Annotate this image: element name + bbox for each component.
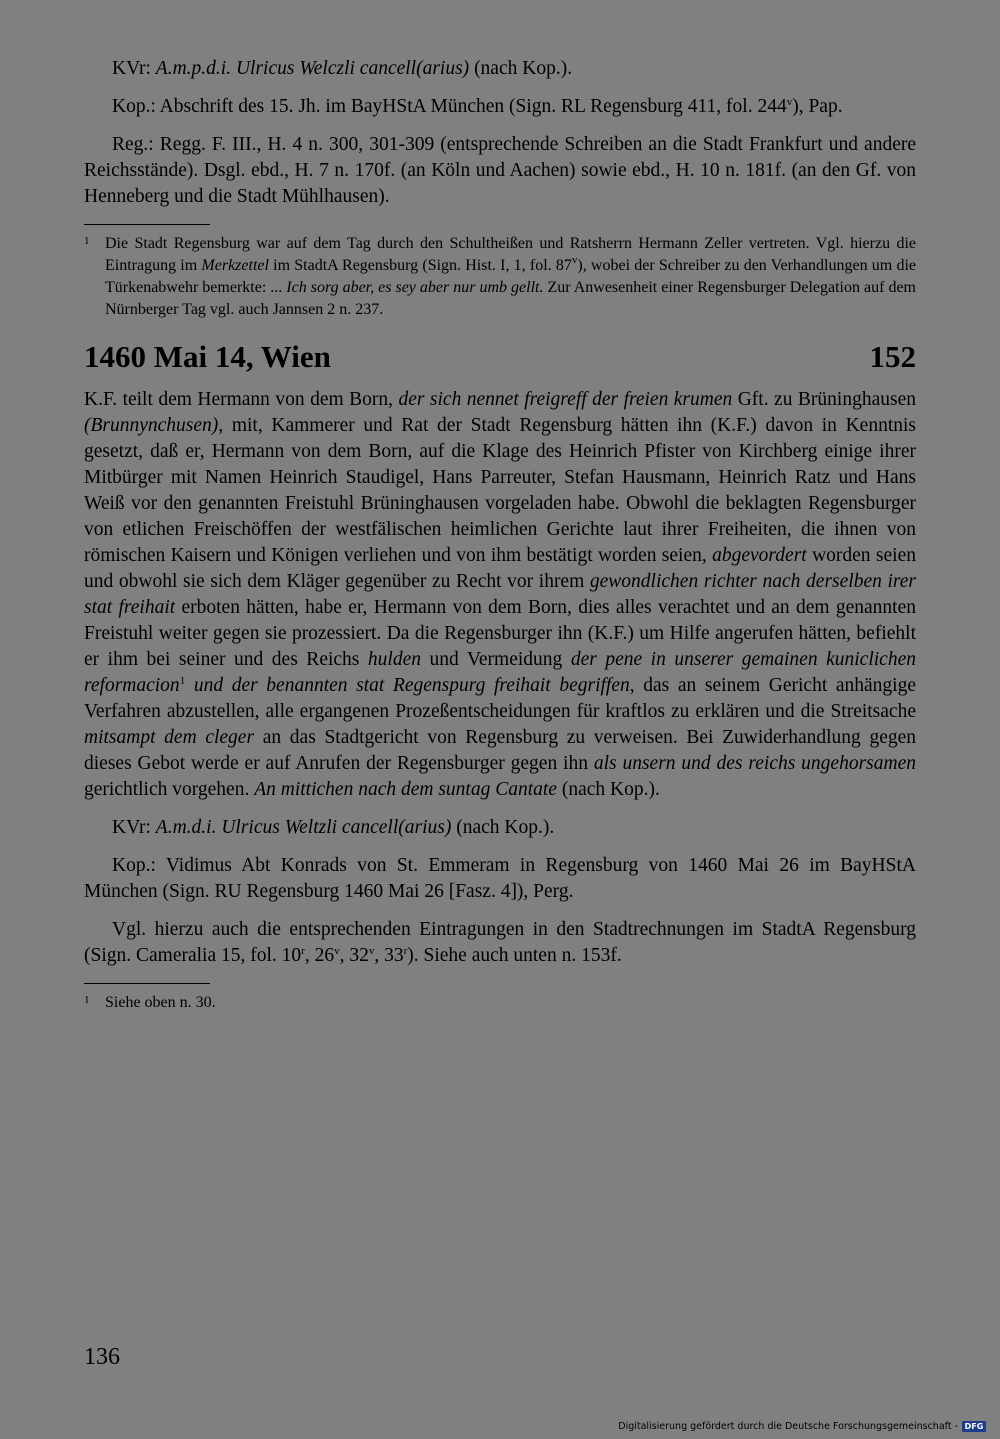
kvr-italic: A.m.p.d.i. Ulricus Welczli cancell(arius) — [155, 58, 470, 79]
body-text: worden seien und obwohl sie sich dem Kläger gegenüber zu Recht vor ihrem — [84, 545, 916, 592]
kvr-line-2 — [84, 815, 916, 841]
entry-date-place: 1460 Mai 14, Wien — [84, 339, 331, 374]
body-text: an das Stadtgericht von Regensburg zu verweisen. Bei Zuwiderhandlung gegen dieses Gebot werde er auf Anrufen der Regensburger gegen ihn — [84, 727, 916, 774]
body-italic: An mittichen nach dem suntag Cantate — [254, 779, 557, 800]
footnote-mark: 1 — [84, 994, 90, 1006]
kop-line — [84, 94, 916, 120]
fn-italic-e: Ich sorg aber, es sey aber nur umb gellt. — [286, 279, 544, 296]
page-number: 136 — [84, 1344, 120, 1370]
fn-smallcaps: Jannsen — [272, 301, 324, 318]
body-text: (nach Kop.). — [556, 779, 660, 800]
body-italic: der sich nennet freigreff der freien krumen — [398, 389, 733, 410]
kop-sup: v — [786, 96, 793, 108]
kvr-label: KVr: — [112, 58, 156, 79]
kvr-tail: (nach Kop.). — [451, 817, 555, 838]
vgl-text: , 26 — [304, 945, 335, 966]
vgl-text: , 32 — [339, 945, 369, 966]
vgl-text: ). Siehe auch unten n. 153f. — [407, 945, 622, 966]
body-italic: (Brunnynchusen) — [84, 415, 219, 436]
body-italic: der pene in unserer gemainen kuniclichen reformacion — [84, 649, 916, 696]
digitization-credit — [618, 1421, 986, 1432]
fn-text-c: im StadtA Regensburg (Sign. Hist. I, 1, fol. 87 — [268, 257, 572, 274]
fn-italic-b: Merkzettel — [201, 257, 269, 274]
footnote-text: Siehe oben n. 30. — [105, 994, 216, 1011]
entry-number: 152 — [869, 339, 916, 374]
vgl-text: Vgl. hierzu auch die entsprechenden Eintragungen in den Stadtrechnungen im StadtA Regensburg (Sign. Cameralia 15, fol. 10 — [84, 919, 916, 966]
body-italic: hulden — [367, 649, 421, 670]
vgl-sup: r — [301, 945, 305, 957]
vgl-line — [84, 917, 916, 969]
body-text: gerichtlich vorgehen. — [84, 779, 255, 800]
footnote-mark: 1 — [84, 235, 90, 247]
kvr-line — [84, 56, 916, 82]
kvr-tail: (nach Kop.). — [469, 58, 573, 79]
fn-text-d: ), wobei der Schreiber zu den Verhandlungen um die Türkenabwehr bemerkte: ... — [105, 257, 916, 296]
vgl-text: , 33 — [374, 945, 404, 966]
body-text: , das an seinem Gericht anhängige Verfahren abzustellen, alle ergangenen Prozeßentscheidungen für kraftlos zu erklären und die Streitsache — [84, 675, 916, 722]
footnote-1 — [84, 233, 916, 321]
entry-heading — [84, 339, 916, 375]
body-text: K.F. teilt dem Hermann von dem Born, — [84, 389, 399, 410]
body-italic: abgevordert — [712, 545, 807, 566]
body-text: Gft. zu Brüninghausen — [732, 389, 916, 410]
vgl-sup: v — [334, 945, 340, 957]
reg-line: Reg.: Regg. F. III., H. 4 n. 300, 301-309 (entsprechende Schreiben an die Stadt Frankfurt und andere Reichsstände). Dsgl. ebd., H. 7 n. 170f. (an Köln und Aachen) sowie ebd., H. 10 n. 181f. (an den Gf. von Henneberg und die Stadt Mühlhausen). — [84, 134, 916, 207]
body-italic: mitsampt dem cleger — [84, 727, 255, 748]
dfg-logo-icon: DFG — [962, 1421, 986, 1432]
body-text: , mit, Kammerer und Rat der Stadt Regensburg hätten ihn (K.F.) davon in Kenntnis gesetzt, daß er, Hermann von dem Born, auf die Klage des Heinrich Pfister von Kirchberg einige ihrer Mitbürger mit Namen Heinrich Staudigel, Hans Parreuter, Stefan Hausmann, Heinrich Ratz und Hans Weiß vor den genannten Freistuhl Brüninghausen vorgeladen habe. Obwohl die beklagten Regensburger von etlichen Freischöffen der westfälischen heimlichen Gerichte laut ihrer Freiheiten, die ihnen von römischen Kaisern und Königen verliehen und von ihm bestätigt worden seien, — [84, 415, 916, 566]
fn-text-a: Die Stadt Regensburg war auf dem Tag durch den Schultheißen und Ratsherrn Hermann Zeller vertreten. Vgl. hierzu die Eintragung im — [105, 235, 916, 274]
footnote-2 — [84, 992, 916, 1014]
fn-text-f: Zur Anwesenheit einer Regensburger Delegation auf dem Nürnberger Tag vgl. auch — [105, 279, 916, 318]
kvr-italic: A.m.d.i. Ulricus Weltzli cancell(arius) — [155, 817, 452, 838]
document-page — [84, 56, 916, 1014]
footnote-ref: 1 — [179, 675, 186, 687]
body-italic: und der benannten stat Regenspurg freihait begriffen — [185, 675, 630, 696]
body-text: und Vermeidung — [421, 649, 571, 670]
regest-body — [84, 387, 916, 803]
kop-tail: ), Pap. — [792, 96, 843, 117]
kop-text: Kop.: Abschrift des 15. Jh. im BayHStA München (Sign. RL Regensburg 411, fol. 244 — [112, 96, 787, 117]
body-italic: als unsern und des reichs ungehorsamen — [593, 753, 916, 774]
credit-text: Digitalisierung gefördert durch die Deutsche Forschungsgemeinschaft - — [618, 1421, 958, 1432]
kop-line-2: Kop.: Vidimus Abt Konrads von St. Emmeram in Regensburg von 1460 Mai 26 im BayHStA München (Sign. RU Regensburg 1460 Mai 26 [Fasz. 4]), Perg. — [84, 855, 916, 902]
footnote-rule — [84, 224, 210, 225]
kvr-label: KVr: — [112, 817, 156, 838]
vgl-sup: r — [403, 945, 408, 957]
body-italic: gewondlichen richter nach derselben irer stat freihait — [84, 571, 917, 618]
fn-sup: v — [571, 254, 578, 266]
body-text: erboten hätten, habe er, Hermann von dem Born, dies alles verachtet und an dem genannten Freistuhl weiter gegen sie prozessiert. Da die Regensburger ihn (K.F.) um Hilfe angerufen hätten, befiehlt er ihm bei seiner und des Reichs — [84, 597, 916, 670]
fn-text-h: 2 n. 237. — [323, 301, 384, 318]
vgl-sup: v — [368, 945, 375, 957]
footnote-rule-2 — [84, 983, 210, 984]
